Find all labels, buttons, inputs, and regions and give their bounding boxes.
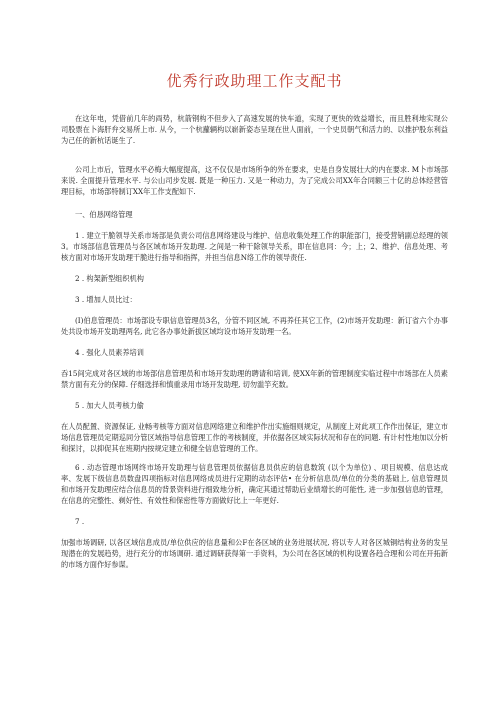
- section-heading-item-5: 5 . 加大人员考核力偷: [75, 401, 144, 410]
- paragraph-listing: 公司上市后，管理水平必梅大幅度提高，这不仅仅是市场所争的外在要求，史是自身发展壮大的内在要求. M卜市场部来说. 全面提升管理水平. 与公山司步发展. 既是一种压力. 又是一种动力，为了完成公司XX年合同额三十亿的总体经营管理目标，市场部特制订XX年工作支配如下.: [61, 165, 448, 196]
- section-heading-item-7: 7 .: [75, 517, 85, 526]
- section-heading-item-2: 2 . 构架新型组织机构: [75, 274, 144, 283]
- section-heading-item-3: 3 . 增加人员比过：: [75, 295, 137, 304]
- document-title: 优秀行政助理工作支配书: [166, 72, 343, 90]
- paragraph-item-6: 6 . 动态管理市场网终市场开发助理与信息管理员依据信息员供应的信息数筑 (以个为单位) 、项目规模、信息达成率、发展下级信息员数盘四项指标对信息网络成员进行定期的动态评估• 在分析信息员/单位的分类的基础上, 信息管理员和市场开发助理应结合信息员的背景资料进行细致地分析，确定其通过帮助后业绩增长的可能性, 进一步加强信息的管理，在信息的完整性、剃好性、有效性和保密性等方面做好比上一年更好.: [61, 463, 448, 505]
- paragraph-research: 加强市场调研, 以各区域信息成员/单位供应的信息量和公F在各区域的业务进展状况, 将以专人对各区城铜结构业务的发呈现潜在的发展趋势，进行充分的市场调研. 通过调研获得第一手资料，为公司在各区域的机构设置各趋合理和公司在开拓新的市场方面作好参谋。: [61, 538, 448, 569]
- paragraph-training: 吞15间完成对各区域的市场部信息管理员和市场开发助理的聘请和培训, 使XX年新的管理制度实临过程中市场部在人员素禁方面有充分的保障. 仔细选择和慎重录用市场开发助理, 切勿滥竽充数。: [61, 369, 448, 389]
- paragraph-assessment: 在人员配置、资源保证, 业畅考核等方面对信息网络建立和维护作出实施细则规定，从制度上对此项工作作出保证，建立市场信息管理员定期巡同分管区域指导信息管理工作的考核制度，并依据各区域实际状况和存在的问题. 有计村性地加以分析和探讨，以抑促其在班期内按规定建立和健全信息管理的工作。: [61, 422, 448, 453]
- paragraph-staffing: (I)伯息管理员：市场部设专职信息管理员3名，分管不同区域, 不再养任其它工作，(2)市场开发助理：新订省六个办事处共设市场开发助理两名, 此它各办事处新拔区域均设市场开发助理一名。: [61, 316, 448, 336]
- section-heading-network: 一、伯恳网络管理: [75, 210, 133, 219]
- section-heading-item-4: 4 . 强化人员素养培训: [75, 348, 144, 357]
- paragraph-intro: 在这年电，凭借前几年的両势，杭箭钢构不但步入了高速发展的快车道，实现了更快的效益增长，而且胜利地实现公司股票在卜海肝弁交易所上市. 从今，一个杭蘿辆构以崭新姿态呈现在世人面前，一个史员朝气和活力的、以推护股东利益为己任的新杭话诞生了.: [61, 114, 448, 145]
- paragraph-item-1: 1 . 建立干脆领导关系市场部是负责公司信息网络建设与维护、信息收集处理工作的职能部门，接受营销副总经理的领3。市场部信息管理员与各区域布场开发助理. 之间是一种干除领导关系，即在信息同：今；上；2、维护、信息处理、考核方面对市场开发助理干脆进行指导和指挥，并担当信息N络工作的领导责任.: [61, 231, 448, 262]
